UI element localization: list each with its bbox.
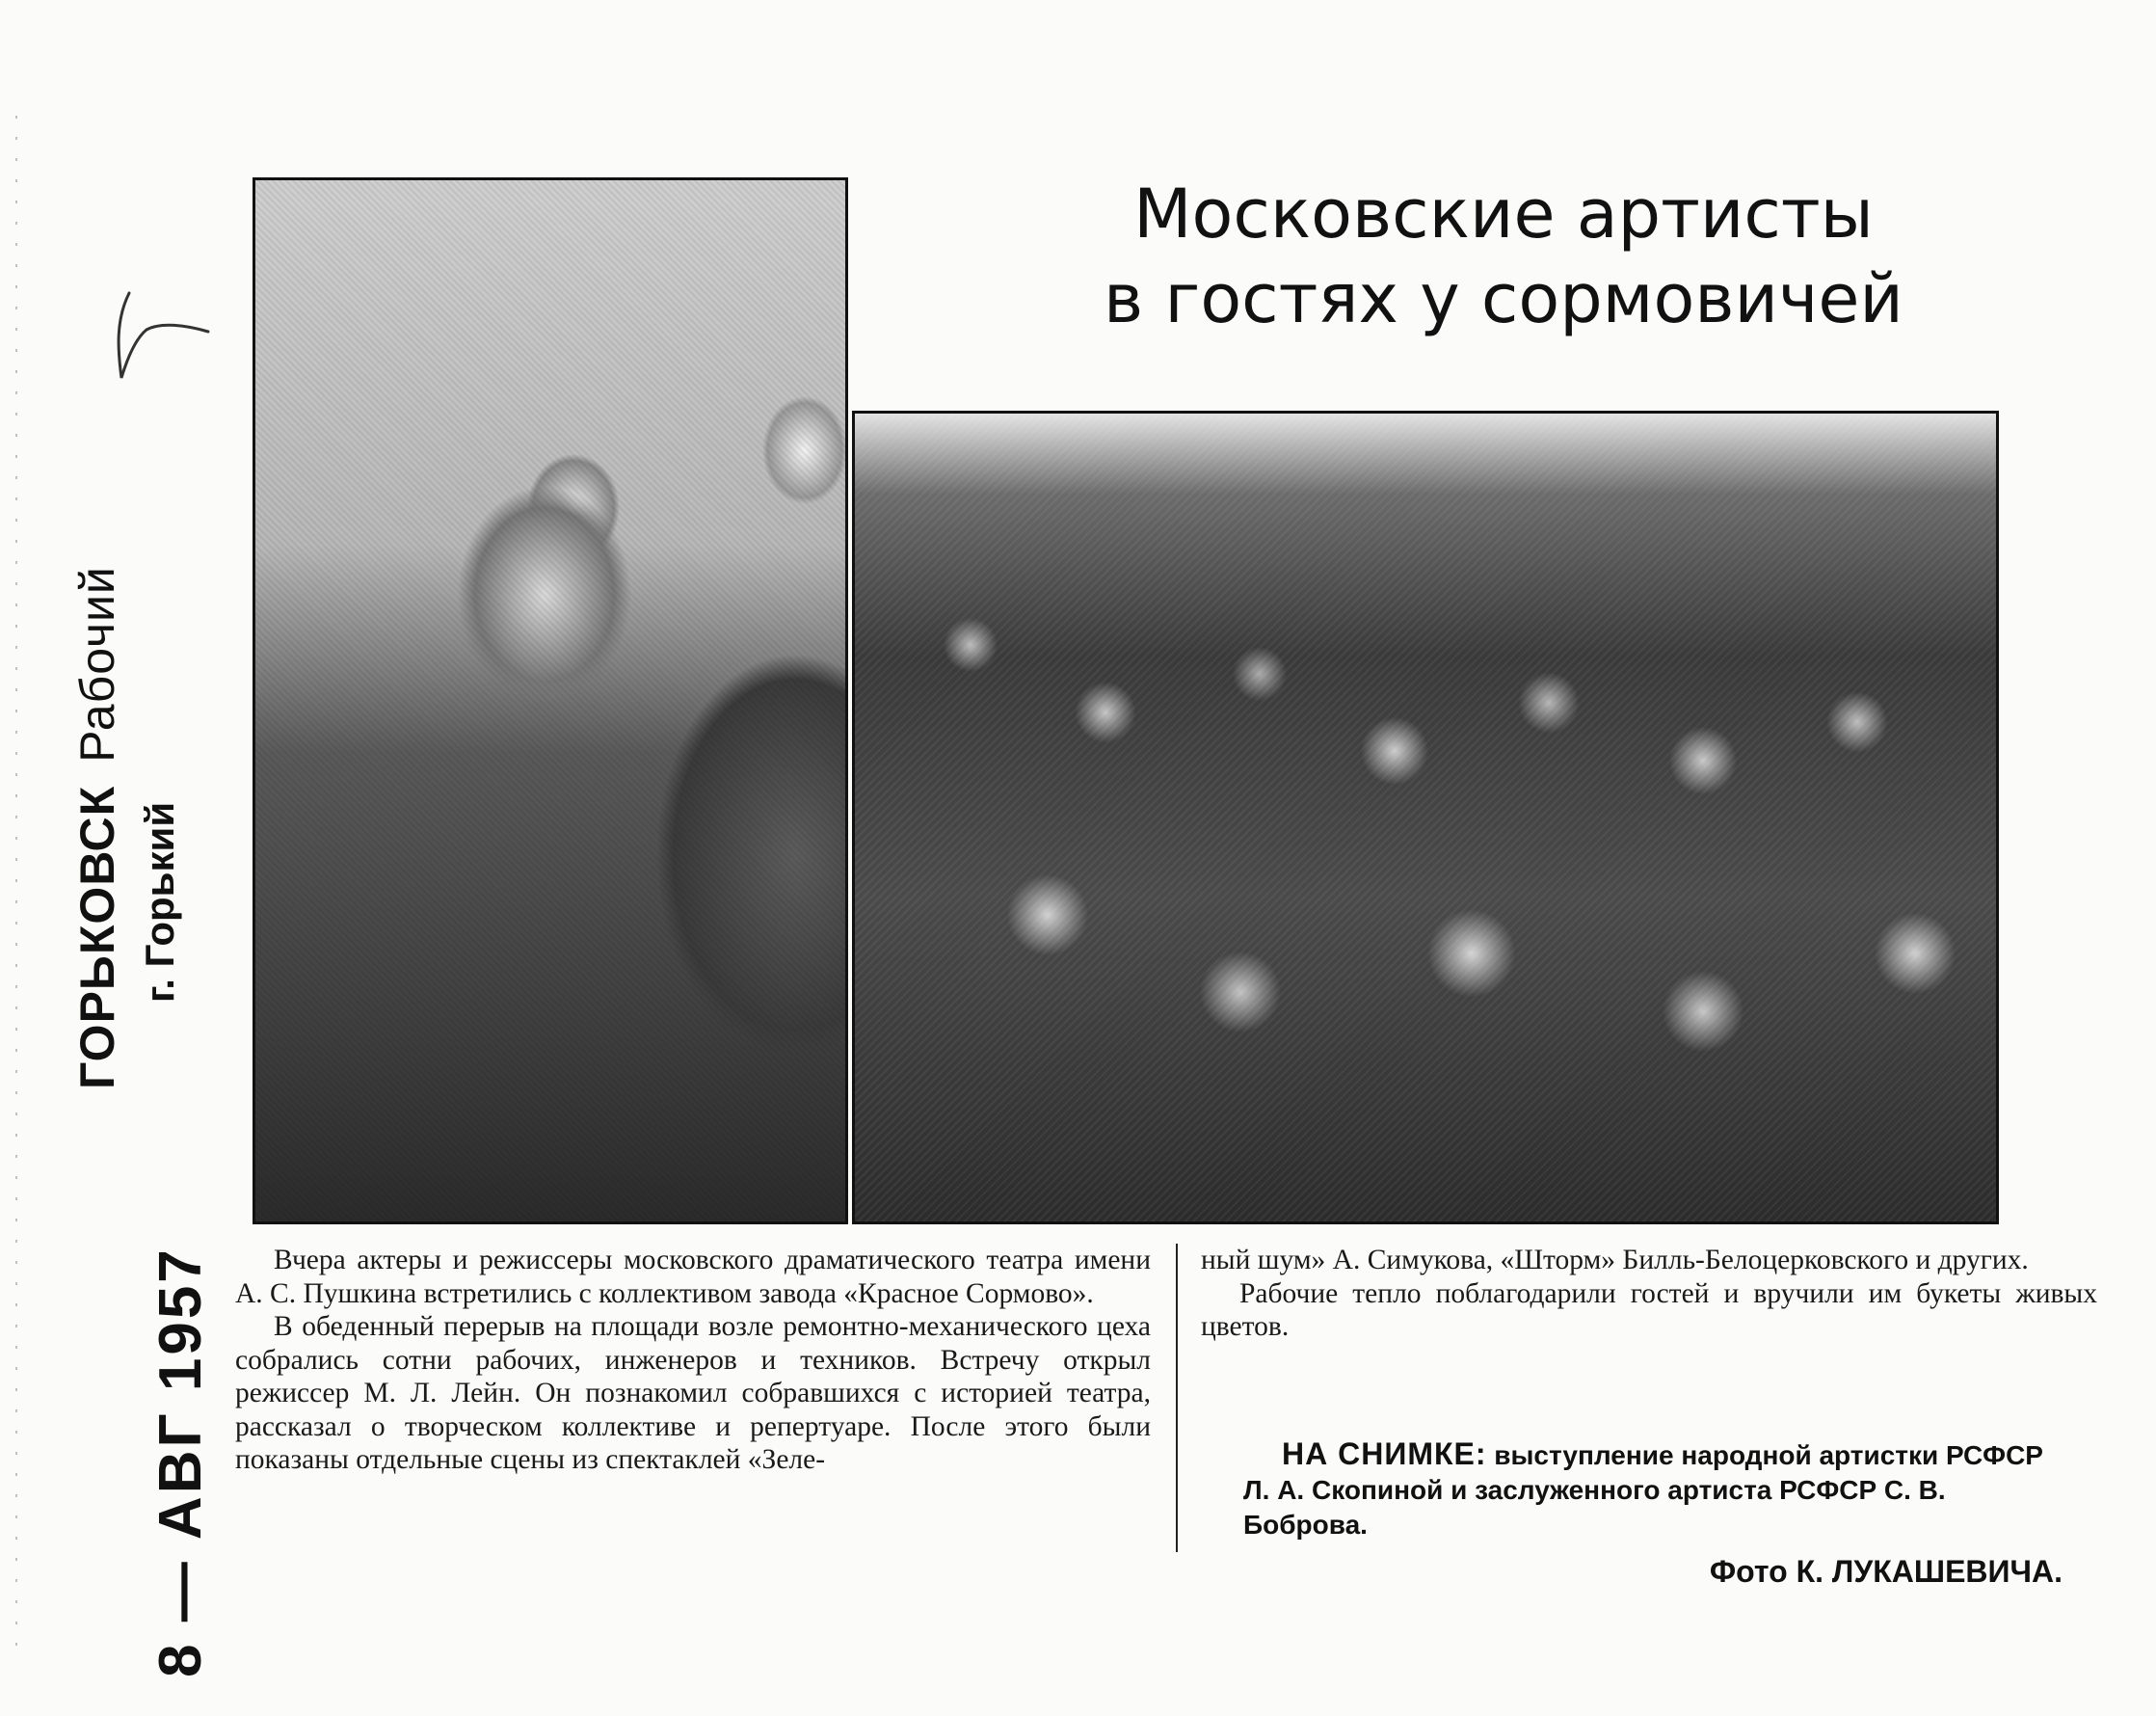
newspaper-stamp bbox=[69, 566, 125, 1089]
article-paragraph: В обеденный перерыв на площади возле ремонтно-механического цеха собрались сотни рабочих, инженеров и техников. Встречу открыл режиссер М. Л. Лейн. Он познакомил собравшихся с историей театра, рассказал о творческом коллективе и репертуаре. После этого были показаны отдельные сцены из спектаклей «Зеле- bbox=[235, 1311, 1151, 1475]
headline-line-1: Московские артисты bbox=[1133, 174, 1874, 254]
newspaper-name: ГОРЬКОВСК bbox=[70, 785, 124, 1089]
newspaper-name-suffix: Рабочий bbox=[70, 566, 124, 763]
pencil-mark-icon bbox=[108, 282, 214, 388]
headline-line-2: в гостях у сормовичей bbox=[1104, 259, 1903, 338]
caption-text: выступление народной артистки РСФСР Л. А. Скопиной и заслуженного артиста РСФСР С. В. Боброва. bbox=[1243, 1440, 2043, 1540]
photo-audience bbox=[852, 411, 1999, 1224]
scan-edge-line bbox=[15, 116, 17, 1658]
city-stamp: г. Горький bbox=[137, 801, 182, 1003]
article-column-left bbox=[235, 1244, 1151, 1477]
date-stamp: 8 — АВГ 1957 bbox=[147, 1247, 214, 1677]
article-paragraph: Рабочие тепло поблагодарили гостей и вручили им букеты живых цветов. bbox=[1201, 1277, 2097, 1342]
caption-lead: НА СНИМКЕ: bbox=[1282, 1436, 1487, 1471]
photo-performers bbox=[253, 177, 848, 1224]
photo-credit: Фото К. ЛУКАШЕВИЧА. bbox=[1709, 1554, 2063, 1589]
column-divider bbox=[1176, 1244, 1178, 1552]
photo-caption bbox=[1243, 1436, 2072, 1542]
headline bbox=[1022, 172, 1985, 341]
article-column-right bbox=[1201, 1244, 2097, 1344]
article-paragraph: Вчера актеры и режиссеры московского драматического театра имени А. С. Пушкина встретились с коллективом завода «Красное Сормово». bbox=[235, 1245, 1151, 1309]
article-paragraph: ный шум» А. Симукова, «Шторм» Билль-Белоцерковского и других. bbox=[1201, 1245, 2029, 1275]
